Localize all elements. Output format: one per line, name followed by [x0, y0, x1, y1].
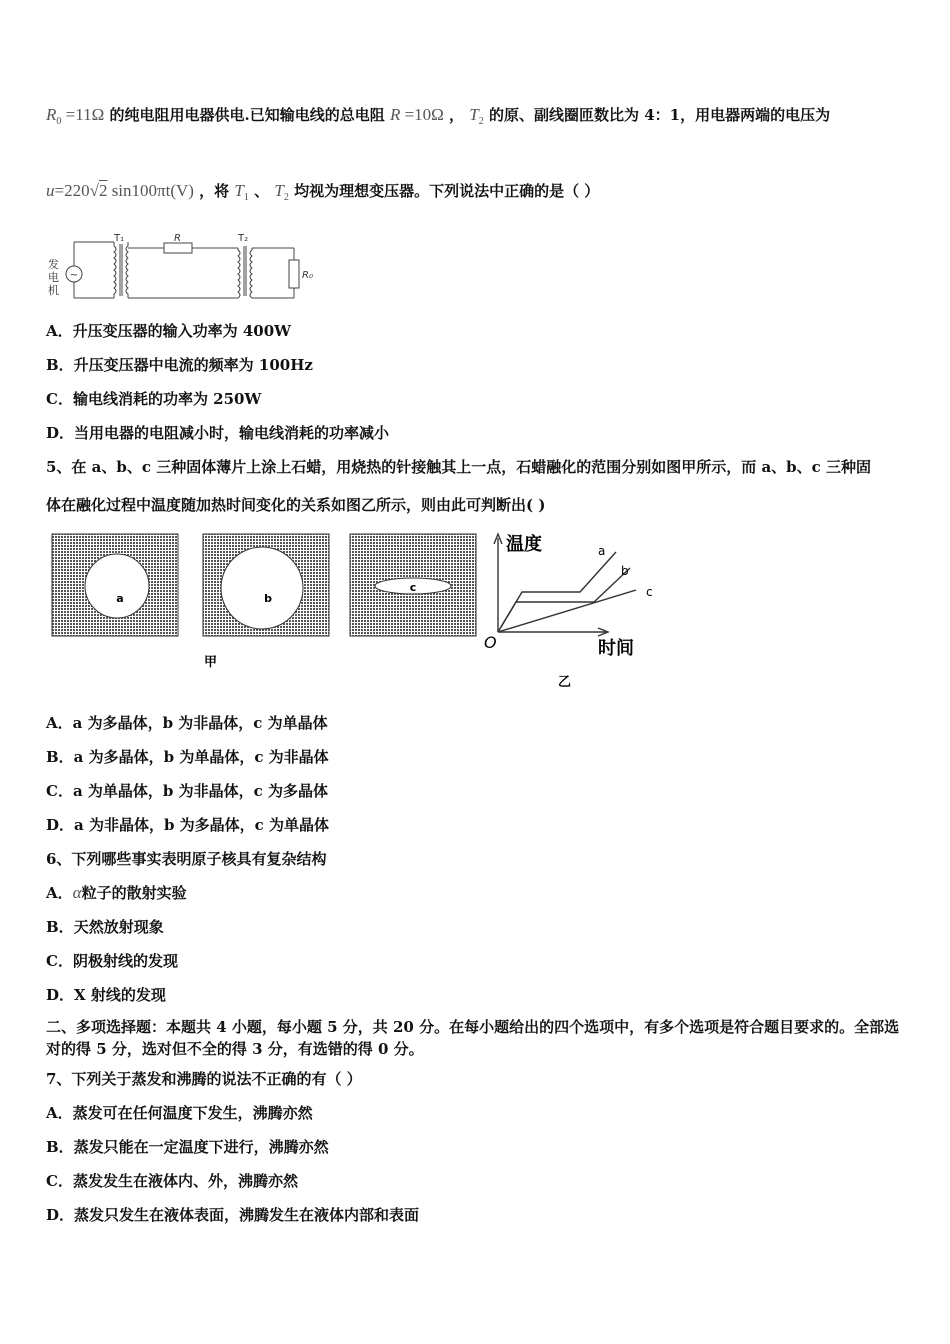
q4-text-4: 均视为理想变压器。下列说法中正确的是（ ）	[294, 182, 600, 200]
voltage-expression: u=220√2 sin100πt(V)	[46, 181, 194, 200]
t1-primary-coil	[114, 242, 116, 298]
t1-secondary-coil	[126, 242, 128, 298]
r-symbol: R =10Ω	[389, 105, 444, 124]
curve-label-b: b	[621, 564, 629, 578]
q7-stem: 7、下列关于蒸发和沸腾的说法不正确的有（ ）	[46, 1070, 362, 1088]
q4-stem-line1	[46, 104, 830, 127]
melt-region-b	[221, 547, 303, 629]
q5-option-b[interactable]: B．a 为多晶体，b 为单晶体，c 为非晶体	[46, 748, 329, 766]
generator-tilde: ~	[69, 270, 79, 281]
q4-option-c[interactable]: C．输电线消耗的功率为 250W	[46, 390, 262, 408]
t2-label: T₂	[238, 233, 249, 244]
q6-option-b-prefix: B．	[46, 918, 74, 936]
t1-symbol: $T_1$	[234, 181, 249, 203]
q6-option-b[interactable]	[46, 916, 164, 937]
q4-text-1: 的纯电阻用电器供电.已知输电线的总电阻	[109, 106, 385, 124]
resistor-r0	[289, 260, 299, 288]
alpha-symbol: α	[72, 883, 82, 902]
q4-option-d[interactable]: D．当用电器的电阻减小时，输电线消耗的功率减小	[46, 424, 390, 442]
q6-option-c-prefix: C．	[46, 952, 73, 970]
q7-option-d[interactable]: D．蒸发只发生在液体表面，沸腾发生在液体内部和表面	[46, 1206, 420, 1224]
q6-option-c[interactable]	[46, 950, 178, 971]
figure-caption-jia: 甲	[204, 655, 218, 670]
t2-symbol-2: $T_2$	[274, 181, 289, 203]
melt-region-a	[85, 554, 149, 618]
plate-label-c: c	[409, 581, 417, 594]
q5-option-a[interactable]: A．a 为多晶体，b 为非晶体，c 为单晶体	[46, 714, 328, 732]
x-axis-label: 时间	[598, 638, 634, 659]
plate-label-b: b	[264, 592, 272, 605]
comma: ，	[449, 106, 465, 124]
resistor-r	[164, 243, 192, 253]
q6-stem: 6、下列哪些事实表明原子核具有复杂结构	[46, 850, 327, 868]
q5-stem-line2: 体在融化过程中温度随加热时间变化的关系如图乙所示，则由此可判断出( )	[46, 496, 546, 514]
generator-label-1: 发	[48, 258, 59, 271]
q7-option-c[interactable]: C．蒸发发生在液体内、外，沸腾亦然	[46, 1172, 298, 1190]
q4-stem-line2	[46, 180, 599, 203]
q6-option-d-prefix: D．	[46, 986, 75, 1004]
r0-symbol: $R_0 =11\Omega$	[46, 105, 105, 127]
q6-option-a-text: 粒子的散射实验	[81, 884, 187, 902]
generator-label-3: 机	[48, 284, 59, 297]
q6-option-a-prefix: A．	[46, 884, 73, 902]
q6-option-d[interactable]	[46, 984, 166, 1005]
section2-heading: 二、多项选择题：本题共 4 小题，每小题 5 分，共 20 分。在每小题给出的四个选项中，有多个选项是符合题目要求的。全部选对的得 5 分，选对但不全的得 3 分，有选错的得 0 分。	[46, 1018, 900, 1058]
y-axis-label: 温度	[506, 534, 542, 555]
curve-a	[498, 552, 616, 632]
q5-option-d[interactable]: D．a 为非晶体，b 为多晶体，c 为单晶体	[46, 816, 330, 834]
r0-label: R₀	[302, 270, 313, 281]
curve-label-a: a	[598, 544, 606, 558]
q6-option-a[interactable]	[46, 882, 187, 903]
q5-stem-line1: 5、在 a、b、c 三种固体薄片上涂上石蜡，用烧热的针接触其上一点，石蜡融化的范围分别如图甲所示，而 a、b、c 三种固	[46, 458, 872, 476]
q4-text-3: ，将	[199, 182, 230, 200]
transmission-circuit-diagram	[44, 232, 324, 304]
t2-primary-coil	[238, 248, 240, 298]
q4-text-2: 的原、副线圈匝数比为 4：1，用电器两端的电压为	[489, 106, 831, 124]
q5-figure	[46, 530, 666, 690]
q4-option-a[interactable]: A．升压变压器的输入功率为 400W	[46, 322, 292, 340]
generator-label-2: 电	[48, 271, 59, 284]
q7-option-a[interactable]: A．蒸发可在任何温度下发生，沸腾亦然	[46, 1104, 313, 1122]
r-label: R	[174, 233, 181, 244]
q6-option-b-text: 天然放射现象	[73, 918, 164, 936]
q5-option-c[interactable]: C．a 为单晶体，b 为非晶体，c 为多晶体	[46, 782, 328, 800]
origin-label: O	[484, 633, 497, 652]
q4-option-b[interactable]: B．升压变压器中电流的频率为 100Hz	[46, 356, 313, 374]
figure-caption-yi: 乙	[558, 675, 572, 690]
plate-label-a: a	[116, 592, 124, 605]
curve-label-c: c	[646, 585, 653, 599]
q7-option-b[interactable]: B．蒸发只能在一定温度下进行，沸腾亦然	[46, 1138, 329, 1156]
q6-option-d-text: X 射线的发现	[74, 986, 166, 1004]
q6-option-c-text: 阴极射线的发现	[72, 952, 178, 970]
t1-label: T₁	[114, 233, 125, 244]
separator: 、	[254, 182, 270, 200]
t2-secondary-coil	[250, 248, 252, 298]
t2-symbol: $T_2$	[469, 105, 484, 127]
